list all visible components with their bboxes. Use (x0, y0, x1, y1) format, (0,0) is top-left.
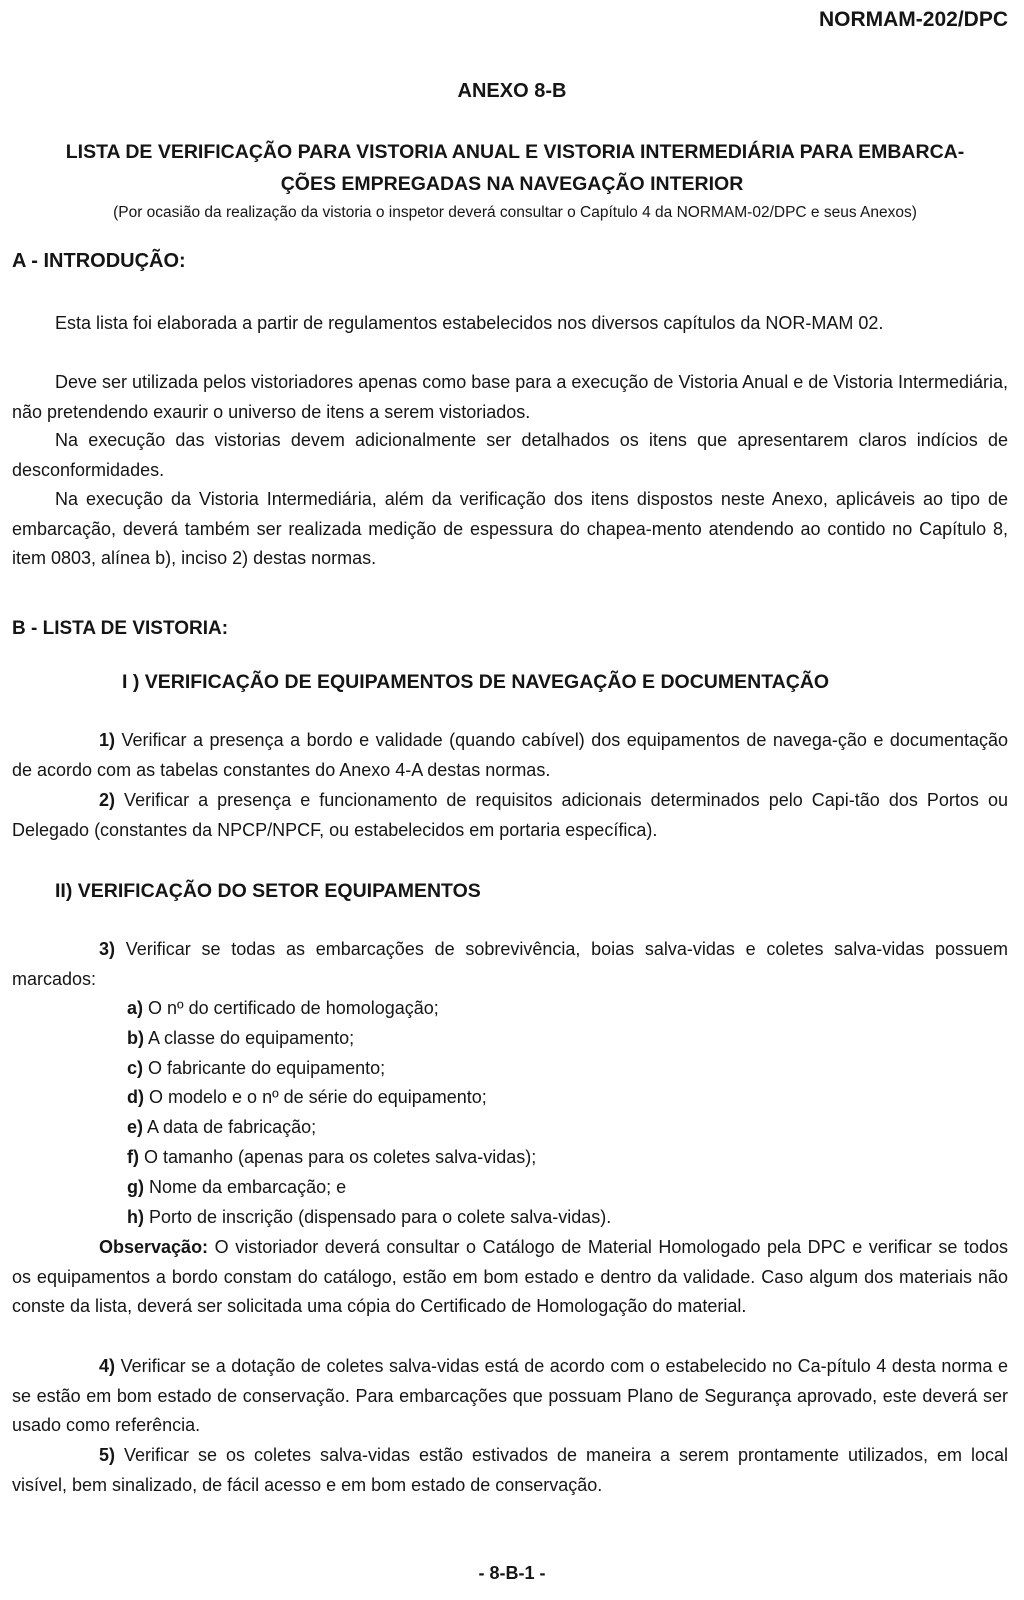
item-number: 4) (99, 1356, 116, 1376)
observation-label: Observação: (99, 1237, 209, 1257)
item-number: 5) (99, 1445, 116, 1465)
item-text: Verificar se a dotação de coletes salva-vidas está de acordo com o estabelecido no Ca-pítulo 4 desta norma e se estão em bom estado de conservação. Para embarcações que possuam Plano de Segurança aprovado, este deverá ser usado como referência. (12, 1356, 1008, 1435)
intro-paragraph-4: Na execução da Vistoria Intermediária, além da verificação dos itens dispostos neste Anexo, aplicáveis ao tipo de embarcação, deverá também ser realizada medição de espessura do chapea-mento atendendo ao contido no Capítulo 8, item 0803, alínea b), inciso 2) destas normas. (12, 489, 1008, 568)
item-text: O fabricante do equipamento; (143, 1057, 386, 1078)
item-text: O modelo e o nº de série do equipamento; (144, 1087, 487, 1108)
item-text: Verificar se todas as embarcações de sobrevivência, boias salva-vidas e coletes salva-vidas possuem marcados: (12, 939, 1008, 989)
list-item (127, 1203, 611, 1233)
item-text: Verificar se os coletes salva-vidas estão estivados de maneira a serem prontamente utilizados, em local visível, bem sinalizado, de fácil acesso e em bom estado de conservação. (12, 1445, 1008, 1495)
page-number: - 8-B-1 - (478, 1563, 546, 1583)
list-item (127, 1024, 611, 1054)
item-letter: a) (127, 998, 144, 1018)
item-letter: c) (127, 1057, 144, 1078)
item-text: Verificar a presença a bordo e validade (quando cabível) dos equipamentos de navega-ção e documentação de acordo com as tabelas constantes do Anexo 4-A destas normas. (12, 730, 1008, 780)
item-text: Verificar a presença e funcionamento de requisitos adicionais determinados pelo Capi-tão dos Portos ou Delegado (constantes da NPCP/NPCF, ou estabelecidos em portaria específica). (12, 790, 1008, 840)
checklist-item-3 (12, 935, 1008, 994)
list-item (127, 1143, 611, 1173)
item-letter: g) (127, 1176, 144, 1197)
list-item (127, 1083, 611, 1113)
checklist-item-2 (12, 786, 1008, 845)
item-number: 3) (99, 939, 116, 959)
list-item (127, 1113, 611, 1143)
subsection-2-heading: II) VERIFICAÇÃO DO SETOR EQUIPAMENTOS (55, 880, 481, 902)
annex-label: ANEXO 8-B (457, 80, 567, 102)
intro-paragraph-2: Deve ser utilizada pelos vistoriadores apenas como base para a execução de Vistoria Anual e de Vistoria Intermediária, não pretendendo exaurir o universo de itens a serem vistoriados. (12, 372, 1008, 422)
item-letter: d) (127, 1087, 144, 1108)
item-number: 2) (99, 790, 116, 810)
item-letter: h) (127, 1206, 144, 1227)
item-text: A data de fabricação; (143, 1117, 317, 1138)
section-b-heading: B - LISTA DE VISTORIA: (12, 618, 229, 639)
item-letter: f) (127, 1146, 139, 1167)
item-letter: b) (127, 1027, 144, 1048)
subsection-1-heading: I ) VERIFICAÇÃO DE EQUIPAMENTOS DE NAVEGAÇÃO E DOCUMENTAÇÃO (122, 671, 830, 693)
item-text: Porto de inscrição (dispensado para o colete salva-vidas). (144, 1206, 612, 1227)
item-number: 1) (99, 730, 116, 750)
title-line-1: LISTA DE VERIFICAÇÃO PARA VISTORIA ANUAL E VISTORIA INTERMEDIÁRIA PARA EMBARCA- (65, 141, 965, 163)
list-item (127, 1054, 611, 1084)
list-item (127, 994, 611, 1024)
checklist-item-4 (12, 1352, 1008, 1441)
item-text: A classe do equipamento; (144, 1027, 355, 1048)
section-a-heading: A - INTRODUÇÃO: (12, 250, 186, 272)
checklist-item-5 (12, 1441, 1008, 1500)
document-code: NORMAM-202/DPC (818, 8, 1008, 31)
item-text: Nome da embarcação; e (144, 1176, 347, 1197)
item-text: O tamanho (apenas para os coletes salva-vidas); (139, 1146, 537, 1167)
list-item (127, 1173, 611, 1203)
title-note: (Por ocasião da realização da vistoria o inspetor deverá consultar o Capítulo 4 da NORMAM-02/DPC e seus Anexos) (113, 204, 917, 221)
item-letter: e) (127, 1117, 144, 1138)
intro-paragraph-1: Esta lista foi elaborada a partir de regulamentos estabelecidos nos diversos capítulos da NOR-MAM 02. (55, 313, 884, 333)
observation-paragraph (12, 1233, 1008, 1322)
observation-text: O vistoriador deverá consultar o Catálogo de Material Homologado pela DPC e verificar se todos os equipamentos a bordo constam do catálogo, estão em bom estado e dentro da validade. Caso algum dos materiais não conste da lista, deverá ser solicitada uma cópia do Certificado de Homologação do material. (12, 1237, 1008, 1316)
title-line-2: ÇÕES EMPREGADAS NA NAVEGAÇÃO INTERIOR (280, 173, 744, 195)
intro-paragraph-3: Na execução das vistorias devem adicionalmente ser detalhados os itens que apresentarem claros indícios de desconformidades. (12, 430, 1008, 480)
marking-subitems-list (127, 994, 611, 1232)
item-text: O nº do certificado de homologação; (143, 998, 439, 1018)
checklist-item-1 (12, 726, 1008, 785)
